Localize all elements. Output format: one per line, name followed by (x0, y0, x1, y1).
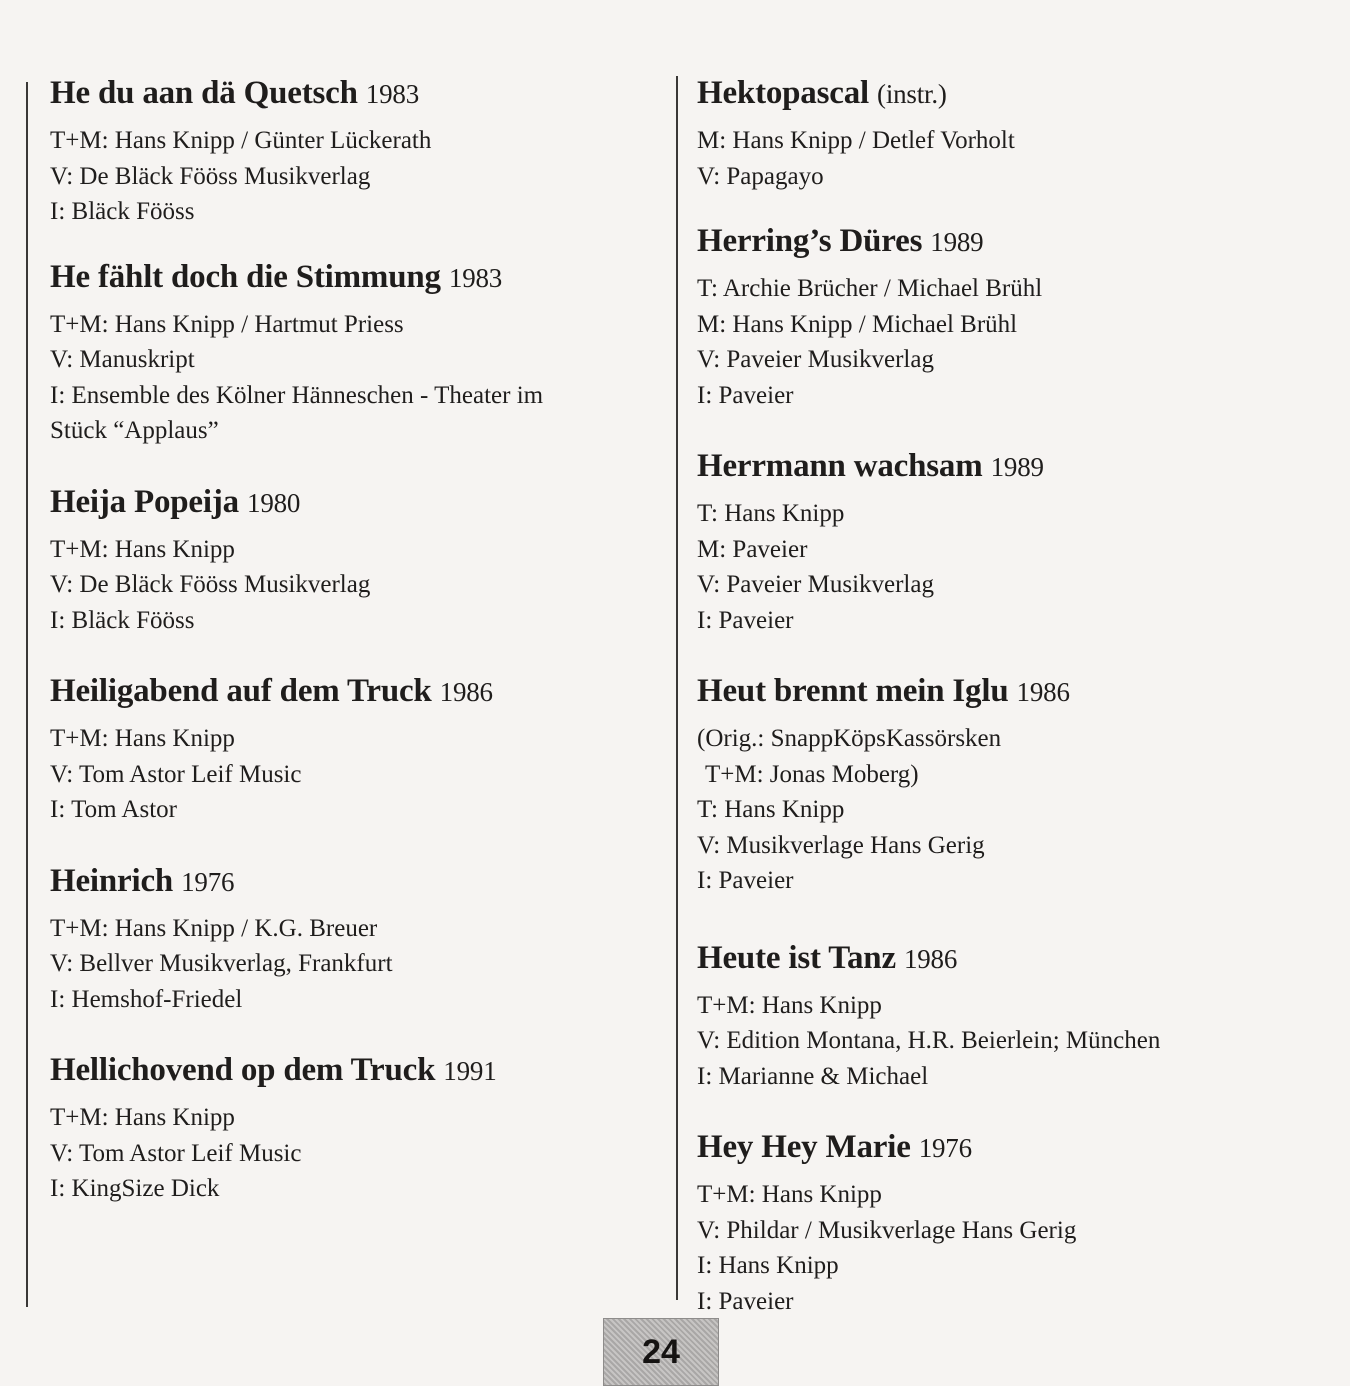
song-year: 1989 (930, 227, 984, 257)
credit-line: I: Paveier (697, 1287, 794, 1315)
song-title: Herring’s Düres (697, 223, 923, 259)
song-title: He du aan dä Quetsch (50, 75, 358, 111)
song-title-line (697, 666, 1317, 717)
credit-line: (Orig.: SnappKöpsKassörsken (697, 725, 1002, 752)
credit-line: V: Papagayo (697, 162, 824, 190)
song-title: Hellichovend op dem Truck (50, 1052, 436, 1088)
credit-line: T: Hans Knipp (697, 796, 845, 823)
credit-line: V: De Bläck Fööss Musikverlag (50, 571, 371, 598)
song-title: Hektopascal (697, 75, 869, 111)
credit-line: T: Hans Knipp (697, 500, 845, 527)
song-note: (instr.) (877, 79, 947, 109)
credit-line: T+M: Hans Knipp (50, 535, 235, 563)
song-title-line (50, 252, 650, 303)
song-entry (697, 68, 1317, 194)
song-title-line (50, 477, 650, 528)
song-title: Heute ist Tanz (697, 939, 896, 976)
left-column-rule (26, 82, 28, 1307)
credit-line: I: Tom Astor (50, 796, 177, 823)
right-column-rule (676, 76, 678, 1300)
credit-line: T+M: Hans Knipp / K.G. Breuer (50, 914, 378, 942)
song-title: Heija Popeija (50, 483, 239, 520)
song-year: 1989 (990, 452, 1044, 482)
song-year: 1976 (918, 1133, 972, 1163)
credit-line: V: Musikverlage Hans Gerig (697, 831, 985, 859)
credit-line: T+M: Hans Knipp (50, 725, 235, 752)
song-year: 1986 (1016, 677, 1070, 707)
song-year: 1980 (247, 487, 301, 518)
credit-line: T+M: Hans Knipp (50, 1104, 235, 1131)
song-entry (50, 68, 650, 230)
page-number: 24 (603, 1318, 719, 1386)
song-year: 1983 (365, 79, 419, 109)
credit-line: I: Marianne & Michael (697, 1062, 929, 1090)
credit-line: V: Manuskript (50, 346, 195, 373)
credit-line: I: Paveier (697, 867, 794, 894)
credit-line: M: Paveier (697, 535, 808, 563)
credit-line: I: Hemshof-Friedel (50, 985, 243, 1013)
right-column (697, 68, 1317, 1319)
song-entry (50, 666, 650, 828)
credit-line: V: Edition Montana, H.R. Beierlein; München (697, 1027, 1161, 1054)
song-entry (697, 933, 1317, 1095)
song-title-line (697, 216, 1317, 267)
song-title: Heiligabend auf dem Truck (50, 673, 432, 709)
song-entry (697, 1122, 1317, 1319)
credit-line: M: Hans Knipp / Detlef Vorholt (697, 127, 1015, 154)
song-entry (50, 252, 650, 449)
song-title: He fählt doch die Stimmung (50, 258, 441, 295)
credit-line: V: Paveier Musikverlag (697, 346, 934, 373)
credit-line: I: Hans Knipp (697, 1252, 839, 1279)
credit-line: V: De Bläck Fööss Musikverlag (50, 162, 371, 190)
song-year: 1986 (903, 943, 958, 974)
credit-line: I: Bläck Fööss (50, 606, 195, 634)
song-title: Heut brennt mein Iglu (697, 673, 1009, 709)
song-title-line (697, 1122, 1317, 1173)
credit-line: T+M: Hans Knipp (697, 991, 882, 1019)
credit-line: M: Hans Knipp / Michael Brühl (697, 310, 1018, 338)
song-entry (697, 666, 1317, 899)
credit-line: I: KingSize Dick (50, 1175, 220, 1202)
song-title-line (50, 856, 650, 907)
credit-line: T+M: Hans Knipp / Günter Lückerath (50, 127, 432, 154)
song-title-line (697, 441, 1317, 492)
song-entry (697, 441, 1317, 638)
song-year: 1976 (181, 866, 235, 897)
song-entry (50, 477, 650, 639)
credit-line: Stück “Applaus” (50, 417, 219, 444)
song-entry (50, 1045, 650, 1207)
credit-line: I: Bläck Fööss (50, 198, 195, 225)
song-title-line (697, 933, 1317, 984)
song-title: Hey Hey Marie (697, 1129, 911, 1165)
song-entry (50, 856, 650, 1018)
credit-line: T: Archie Brücher / Michael Brühl (697, 275, 1043, 302)
credit-line: V: Bellver Musikverlag, Frankfurt (50, 950, 393, 977)
credit-line: I: Paveier (697, 381, 794, 409)
credit-line: T+M: Jonas Moberg) (705, 760, 919, 788)
song-title-line (697, 68, 1317, 119)
credit-line: T+M: Hans Knipp / Hartmut Priess (50, 310, 404, 338)
credit-line: V: Tom Astor Leif Music (50, 760, 302, 788)
song-title-line (50, 68, 650, 119)
song-entry (697, 216, 1317, 413)
credit-line: V: Tom Astor Leif Music (50, 1139, 302, 1167)
credit-line: I: Paveier (697, 606, 794, 634)
credit-line: T+M: Hans Knipp (697, 1181, 882, 1208)
song-title: Heinrich (50, 862, 174, 899)
song-year: 1991 (443, 1056, 497, 1086)
song-title-line (50, 1045, 650, 1096)
left-column (50, 68, 650, 1207)
song-year: 1983 (448, 262, 503, 293)
credit-line: V: Paveier Musikverlag (697, 571, 934, 598)
song-year: 1986 (439, 677, 493, 707)
credit-line: I: Ensemble des Kölner Hänneschen - Theater im (50, 381, 544, 409)
song-title: Herrmann wachsam (697, 448, 983, 484)
credit-line: V: Phildar / Musikverlage Hans Gerig (697, 1216, 1077, 1244)
song-title-line (50, 666, 650, 717)
